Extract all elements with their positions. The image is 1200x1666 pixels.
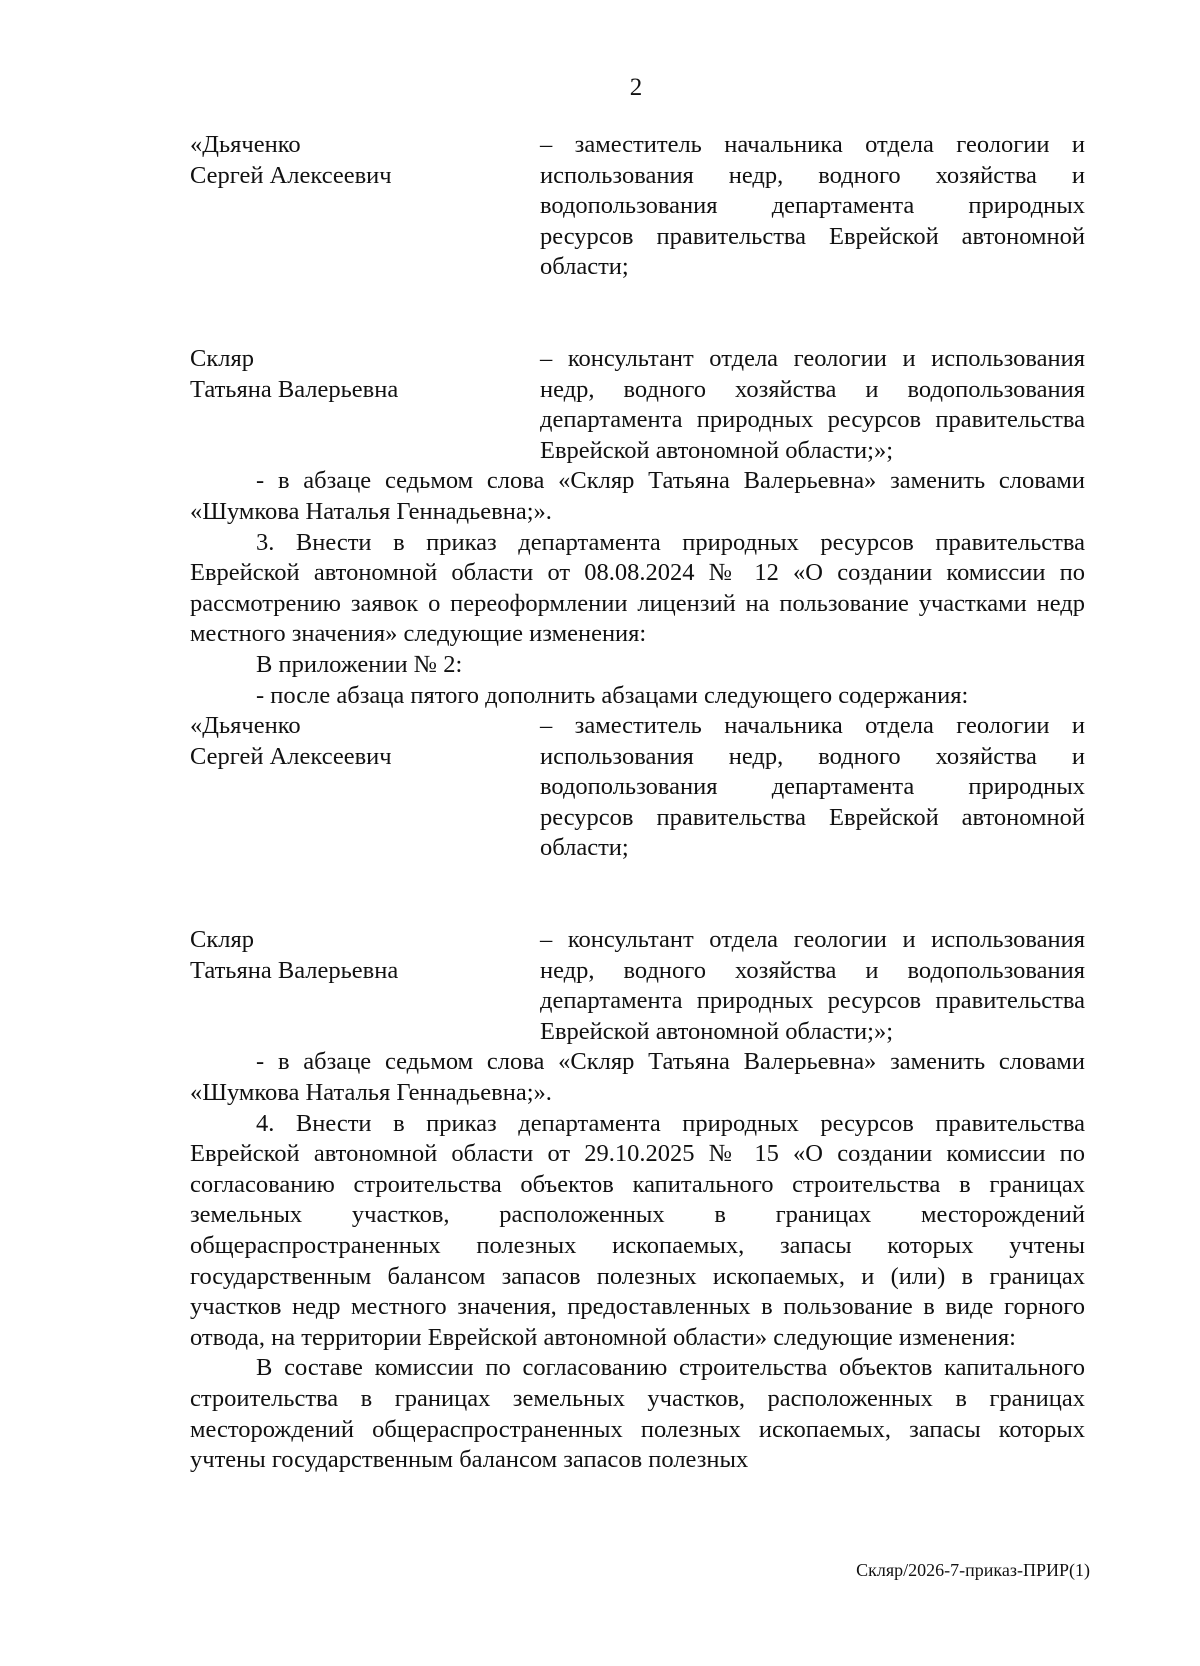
- after-paragraph: - после абзаца пятого дополнить абзацами следующего содержания:: [256, 681, 969, 709]
- person-role: – заместитель начальника отдела геологии и использования недр, водного хозяйства и водопользования департамента природных ресурсов правительства Еврейской автономной области;: [540, 712, 1085, 862]
- person-surname: «Дьяченко: [190, 712, 301, 740]
- item-4-paragraph: 4. Внести в приказ департамента природных ресурсов правительства Еврейской автономной области от 29.10.2025 № 15 «О создании комиссии по согласованию строительства объектов капитального строительства в границах земельных участков, расположенных в границах месторождений общераспространенных полезных ископаемых, запасы которых учтены государственным балансом запасов полезных ископаемых, и (или) в границах участков недр местного значения, предоставленных в пользование в виде горного отвода, на территории Еврейской автономной области» следующие изменения:: [190, 1109, 1085, 1351]
- person-entry: [190, 344, 1085, 466]
- person-surname: Скляр: [190, 926, 254, 954]
- person-given-name: Татьяна Валерьевна: [190, 956, 399, 984]
- spacer: [190, 864, 1085, 925]
- person-entry: [190, 925, 1085, 1047]
- person-role: – консультант отдела геологии и использования недр, водного хозяйства и водопользования департамента природных ресурсов правительства Еврейской автономной области;»;: [540, 344, 1085, 464]
- person-given-name: Сергей Алексеевич: [190, 161, 392, 189]
- document-body: [190, 130, 1085, 1476]
- person-name: [190, 344, 540, 466]
- spacer: [190, 283, 1085, 344]
- person-surname: «Дьяченко: [190, 131, 301, 158]
- person-role: – консультант отдела геологии и использования недр, водного хозяйства и водопользования департамента природных ресурсов правительства Еврейской автономной области;»;: [540, 926, 1085, 1045]
- person-name: [190, 925, 540, 1047]
- appendix-paragraph: В приложении № 2:: [256, 650, 463, 678]
- replace-paragraph: - в абзаце седьмом слова «Скляр Татьяна Валерьевна» заменить словами «Шумкова Наталья Геннадьевна;».: [190, 1048, 1085, 1107]
- person-role: – заместитель начальника отдела геологии и использования недр, водного хозяйства и водопользования департамента природных ресурсов правительства Еврейской автономной области;: [540, 131, 1085, 281]
- person-given-name: Татьяна Валерьевна: [190, 375, 399, 403]
- person-entry: [190, 711, 1085, 864]
- person-name: [190, 130, 540, 283]
- person-entry: [190, 130, 1085, 283]
- person-name: [190, 711, 540, 864]
- person-given-name: Сергей Алексеевич: [190, 742, 392, 770]
- page-number: 2: [629, 74, 643, 101]
- document-footer-code: Скляр/2026-7-приказ-ПРИР(1): [856, 1560, 1090, 1580]
- person-surname: Скляр: [190, 344, 254, 372]
- item-3-paragraph: 3. Внести в приказ департамента природных ресурсов правительства Еврейской автономной области от 08.08.2024 № 12 «О создании комиссии по рассмотрению заявок о переоформлении лицензий на пользование участками недр местного значения» следующие изменения:: [190, 528, 1085, 648]
- composition-paragraph: В составе комиссии по согласованию строительства объектов капитального строительства в границах земельных участков, расположенных в границах месторождений общераспространенных полезных ископаемых, запасы которых учтены государственным балансом запасов полезных: [190, 1354, 1085, 1474]
- replace-paragraph: - в абзаце седьмом слова «Скляр Татьяна Валерьевна» заменить словами «Шумкова Наталья Геннадьевна;».: [190, 467, 1085, 525]
